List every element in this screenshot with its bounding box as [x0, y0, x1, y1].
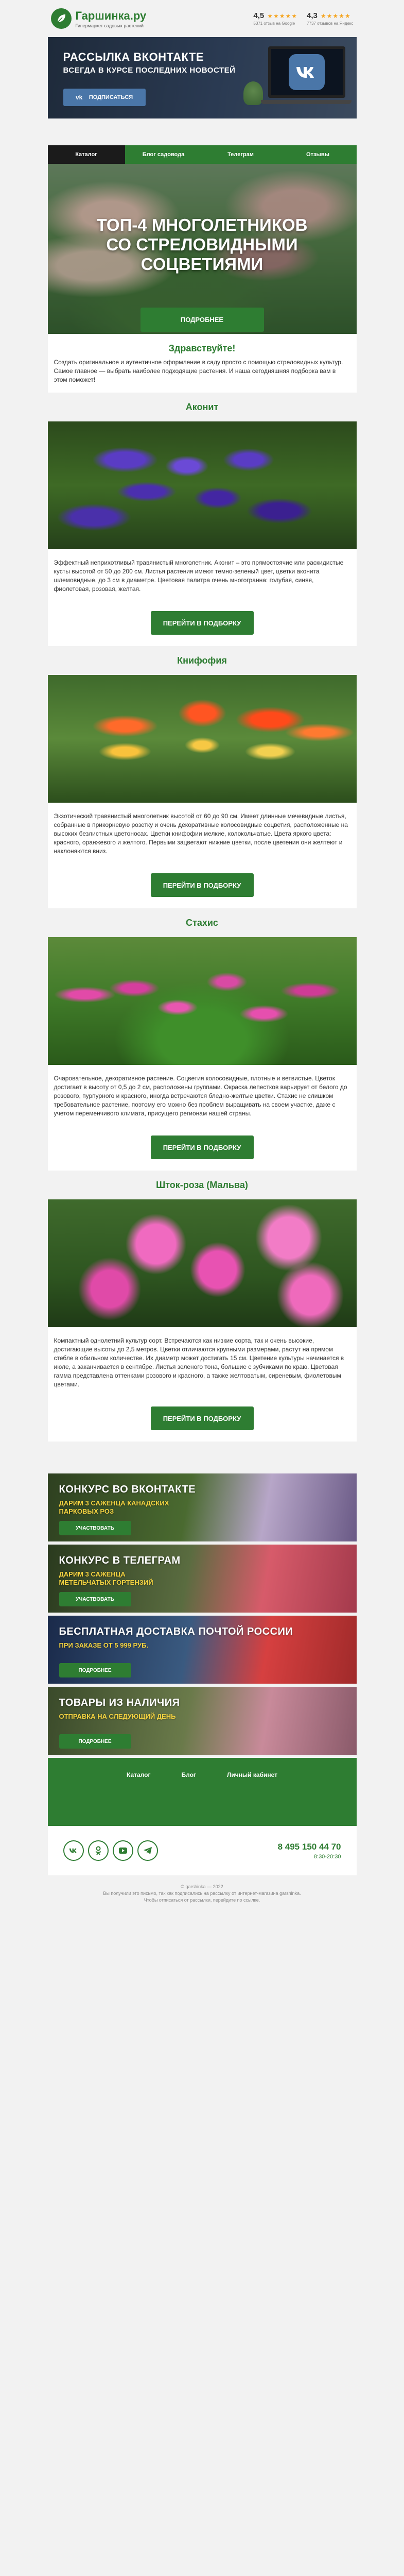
phone-number[interactable]: 8 495 150 44 70	[277, 1841, 341, 1852]
hero-banner	[48, 164, 357, 334]
promo-title: КОНКУРС В ТЕЛЕГРАМ	[59, 1555, 181, 1566]
cta-wrap	[48, 1125, 357, 1171]
section-text-stachys: Очаровательное, декоративное растение. Соцветия колосовидные, плотные и ветвистые. Цветок достигает в высоту от 0,5 до 2 см, расположены группами. Окраска лепестков варьирует от белого до розового, пурпурного и красного, иногда встречаются бледно-желтые цветки. Стахис не слишком требовательное растение, поэтому его можно без проблем выращивать на своем участке, даже с учетом переменчивого климата, присущего регионам нашей страны.	[48, 1065, 357, 1125]
vk-icon	[76, 94, 85, 101]
go-to-collection-button[interactable]: ПЕРЕЙТИ В ПОДБОРКУ	[151, 873, 254, 897]
kniphofia-photo[interactable]	[48, 675, 357, 803]
laptop-base	[261, 100, 352, 104]
promo-button[interactable]: ПОДРОБНЕЕ	[59, 1734, 131, 1749]
social-links	[63, 1840, 158, 1861]
section-text-mallow: Компактный однолетний культур сорт. Встречаются как низкие сорта, так и очень высокие, достигающие высоты до 2,5 метров. Цветки отличаются крупными размерами, растут на прямом стебле в обильном количестве. Их диаметр может достигать 15 см. Цветение культуры начинается в июле, а заканчивается в сентябре. Листья зеленого тона, большие с зубчиками по краю. Цветовая гамма представлена оттенками розового и красного, а также желтоватым, сиреневым, фиолетовым цветами.	[48, 1327, 357, 1396]
footer-nav	[48, 1758, 357, 1826]
section-title-kniphofia: Книфофия	[177, 655, 227, 666]
laptop-illustration	[268, 46, 345, 98]
aconite-photo[interactable]	[48, 421, 357, 549]
vk-subscribe-button[interactable]	[63, 89, 146, 106]
brand-tagline: Гипермаркет садовых растений	[75, 23, 144, 28]
rating-caption: 5371 отзыв на Google	[253, 21, 295, 26]
nav-item-reviews[interactable]: Отзывы	[306, 151, 329, 158]
promo-title: БЕСПЛАТНАЯ ДОСТАВКА ПОЧТОЙ РОССИИ	[59, 1626, 293, 1637]
copyright: © garshinka — 2022	[181, 1884, 223, 1889]
odnoklassniki-icon[interactable]	[88, 1840, 109, 1861]
promo-free-delivery[interactable]	[48, 1616, 357, 1684]
main-nav	[48, 145, 357, 164]
nav-item-catalog[interactable]: Каталог	[48, 145, 125, 164]
cta-wrap	[48, 1396, 357, 1442]
section-title-aconite: Аконит	[185, 402, 219, 412]
promo-banners	[48, 1473, 357, 1755]
stars-icon: ★★★★★	[320, 12, 351, 20]
vk-subscribe-label: ПОДПИСАТЬСЯ	[89, 94, 133, 100]
go-to-collection-button[interactable]: ПЕРЕЙТИ В ПОДБОРКУ	[151, 1136, 254, 1159]
nav-item-blog[interactable]: Блог садовода	[142, 151, 185, 158]
svg-text:vk: vk	[75, 93, 83, 100]
rating-google[interactable]	[253, 11, 297, 26]
greeting-text: Создать оригинальное и аутентичное оформление в саду просто с помощью стреловидных культур. Самое главное — выбрать наиболее подходящие растения. И наша сегодняшняя подборка вам в этом поможет!	[54, 359, 343, 383]
go-to-collection-button[interactable]: ПЕРЕЙТИ В ПОДБОРКУ	[151, 611, 254, 635]
rating-score: 4,3	[307, 11, 318, 20]
rating-caption: 7737 отзывов на Яндекс	[307, 21, 354, 26]
promo-title: КОНКУРС ВО ВКОНТАКТЕ	[59, 1484, 196, 1495]
hero-title: ТОП-4 МНОГОЛЕТНИКОВ СО СТРЕЛОВИДНЫМИ СОЦВЕТИЯМИ	[96, 215, 308, 274]
section-text-aconite: Эффектный неприхотливый травянистый многолетник. Аконит – это прямостоячие или раскидистые кусты высотой от 50 до 200 см. Листья растения имеют темно-зеленый цвет, цветки аконита шлемовидные, до 3 см в диаметре. Цветовая палитра очень многогранна: голубая, синяя, фиолетовая, розовая, желтая.	[48, 549, 357, 601]
section-text-kniphofia: Экзотический травянистый многолетник высотой от 60 до 90 см. Имеет длинные мечевидные листья, собранные в прикорневую розетку и очень декоративные колосовидные соцветия, расположенные на высоких безлистных цветоносах. Цветки книфофии мелкие, колокольчатые. Цвета яркого цвета: красного, оранжевого и желтого. Первыми зацветают нижние цветки, после цветения они желтеют и наклоняются вниз.	[48, 803, 357, 863]
promo-vk-contest[interactable]	[48, 1473, 357, 1541]
go-to-collection-button[interactable]: ПЕРЕЙТИ В ПОДБОРКУ	[151, 1406, 254, 1430]
promo-subtitle: ДАРИМ 3 САЖЕНЦА КАНАДСКИХ ПАРКОВЫХ РОЗ	[59, 1499, 169, 1515]
email-header	[48, 0, 357, 37]
email-body	[48, 0, 357, 1912]
unsubscribe-link[interactable]: Чтобы отписаться от рассылки, перейдите по ссылке.	[144, 1897, 260, 1903]
section-title-mallow: Шток-роза (Мальва)	[156, 1180, 248, 1190]
nav-item-telegram[interactable]: Телеграм	[227, 151, 254, 158]
promo-telegram-contest[interactable]	[48, 1545, 357, 1613]
greeting-block	[48, 334, 357, 393]
promo-subtitle: ДАРИМ 3 САЖЕНЦА МЕТЕЛЬЧАТЫХ ГОРТЕНЗИЙ	[59, 1570, 153, 1586]
rating-score: 4,5	[253, 11, 265, 20]
promo-button[interactable]: ПОДРОБНЕЕ	[59, 1663, 131, 1677]
section-title-stachys: Стахис	[186, 918, 218, 928]
vk-subscribe-banner[interactable]	[48, 37, 357, 118]
youtube-icon[interactable]	[113, 1840, 133, 1861]
promo-button[interactable]: УЧАСТВОВАТЬ	[59, 1521, 131, 1535]
telegram-icon[interactable]	[137, 1840, 158, 1861]
legal-reason: Вы получили это письмо, так как подписались на рассылку от интернет-магазина garshinka.	[103, 1891, 301, 1896]
rating-yandex[interactable]	[307, 11, 353, 26]
vk-logo-icon	[289, 54, 325, 90]
cta-wrap	[48, 863, 357, 908]
mallow-photo[interactable]	[48, 1199, 357, 1327]
ratings	[253, 11, 353, 26]
contact-info	[278, 1842, 341, 1860]
footer-link-account[interactable]: Личный кабинет	[226, 1771, 277, 1778]
stars-icon: ★★★★★	[267, 12, 298, 20]
vk-social-icon[interactable]	[63, 1840, 84, 1861]
cta-wrap	[48, 601, 357, 646]
footer-contacts	[48, 1826, 357, 1875]
working-hours: 8:30-20:30	[313, 1853, 341, 1860]
brand-name: Гаршинка.ру	[75, 9, 147, 22]
promo-subtitle: ОТПРАВКА НА СЛЕДУЮЩИЙ ДЕНЬ	[59, 1713, 176, 1720]
footer-link-catalog[interactable]: Каталог	[126, 1771, 151, 1778]
footer-link-blog[interactable]: Блог	[181, 1771, 196, 1778]
plant-decoration	[243, 81, 263, 105]
stachys-photo[interactable]	[48, 937, 357, 1065]
promo-in-stock[interactable]	[48, 1687, 357, 1755]
leaf-icon	[51, 8, 72, 29]
promo-title: ТОВАРЫ ИЗ НАЛИЧИЯ	[59, 1697, 180, 1708]
brand-logo[interactable]	[51, 8, 147, 29]
vk-banner-title: РАССЫЛКА ВКОНТАКТЕ	[63, 50, 204, 63]
promo-subtitle: ПРИ ЗАКАЗЕ ОТ 5 999 РУБ.	[59, 1641, 149, 1649]
hero-more-button[interactable]: ПОДРОБНЕЕ	[140, 308, 264, 332]
legal-notice	[48, 1875, 357, 1912]
promo-button[interactable]: УЧАСТВОВАТЬ	[59, 1592, 131, 1606]
greeting-title: Здравствуйте!	[168, 343, 236, 353]
vk-banner-subtitle: ВСЕГДА В КУРСЕ ПОСЛЕДНИХ НОВОСТЕЙ	[63, 66, 236, 75]
